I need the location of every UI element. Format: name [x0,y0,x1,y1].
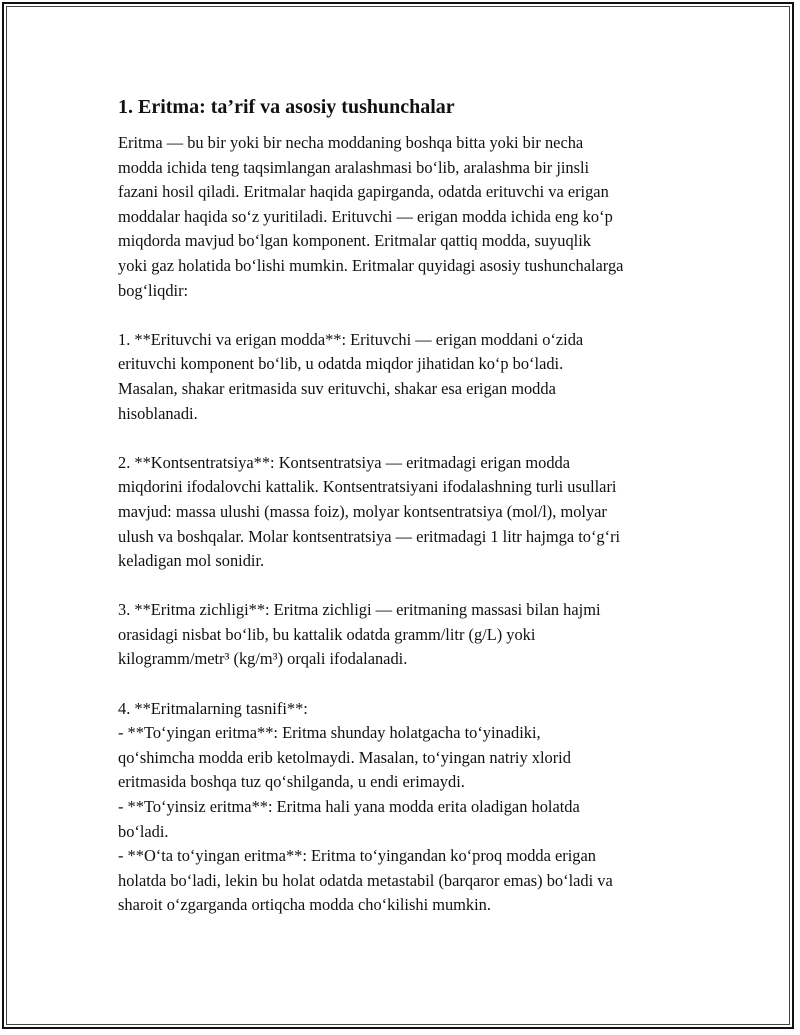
document-body [118,95,708,918]
list-item-concentration: 2. **Kontsentratsiya**: Kontsentratsiya — eritmadagi erigan modda miqdorini ifodalovchi kattalik. Kontsentratsiyani ifodalashning turli usullari mavjud: massa ulushi (massa foiz), molyar kontsentratsiya (mol/l), molyar ulush va boshqalar. Molar kontsentratsiya — eritmadagi 1 litr hajmga to‘g‘ri keladigan mol sonidir. [118,452,621,571]
paragraph-gap [118,672,708,697]
list-item-solvent-solute: 1. **Erituvchi va erigan modda**: Erituvchi — erigan moddani o‘zida erituvchi komponent bo‘lib, u odatda miqdor jihatidan ko‘p bo‘ladi. Masalan, shakar eritmasida suv erituvchi, shakar esa erigan modda hisoblanadi. [118,329,584,423]
sub-item-supersaturated: - **O‘ta to‘yingan eritma**: Eritma to‘yingandan ko‘proq modda erigan holatda bo‘ladi, lekin bu holat odatda metastabil (barqaror emas) bo‘ladi va sharoit o‘zgarganda ortiqcha modda cho‘kilishi mumkin. [118,846,613,915]
intro-paragraph: Eritma — bu bir yoki bir necha moddaning boshqa bitta yoki bir necha modda ichida teng taqsimlangan aralashmasi bo‘lib, aralashma bir jinsli fazani hosil qiladi. Eritmalar haqida gapirganda, odatda erituvchi va erigan moddalar haqida so‘z yuritiladi. Erituvchi — erigan modda ichida eng ko‘p miqdorda mavjud bo‘lgan komponent. Eritmalar qattiq modda, suyuqlik yoki gaz holatida bo‘lishi mumkin. Eritmalar quyidagi asosiy tushunchalarga bog‘liqdir: [118,133,624,300]
paragraph-gap [118,574,708,599]
list-item-density: 3. **Eritma zichligi**: Eritma zichligi — eritmaning massasi bilan hajmi orasidagi nisbat bo‘lib, bu kattalik odatda gramm/litr (g/L) yoki kilogramm/metr³ (kg/m³) orqali ifodalanadi. [118,600,601,669]
sub-item-unsaturated: - **To‘yinsiz eritma**: Eritma hali yana modda erita oladigan holatda bo‘ladi. [118,797,580,841]
paragraph-gap [118,426,708,451]
sub-item-saturated: - **To‘yingan eritma**: Eritma shunday holatgacha to‘yinadiki, qo‘shimcha modda erib ketolmaydi. Masalan, to‘yingan natriy xlorid eritmasida boshqa tuz qo‘shilganda, u endi erimaydi. [118,723,571,792]
paragraph-gap [118,303,708,328]
section-heading: 1. Eritma: ta’rif va asosiy tushunchalar [118,96,455,118]
list-item-classification-title: 4. **Eritmalarning tasnifi**: [118,698,308,718]
